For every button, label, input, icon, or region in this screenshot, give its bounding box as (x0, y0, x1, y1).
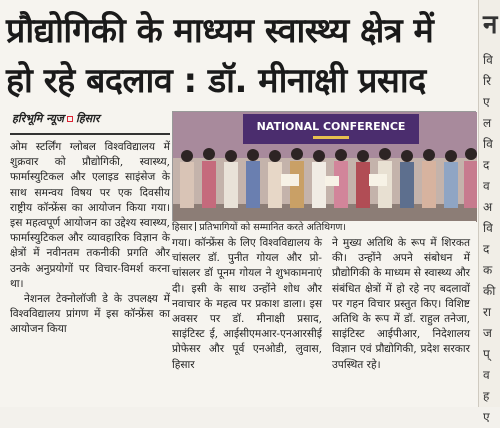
edge-line: व (483, 368, 490, 382)
article-paragraph: नेशनल टेक्नोलॉजी डे के उपलक्ष्य में विश्वविद्यालय प्रांगण में इस कॉन्फ्रेंस का आयोजन किया (10, 293, 170, 336)
edge-line: ह (483, 389, 490, 403)
edge-line: वि (483, 221, 493, 235)
edge-line: ज (483, 326, 492, 340)
edge-headline-glyph: न (483, 10, 498, 40)
photo-caption (172, 221, 476, 235)
article-paragraph: गया। कॉन्फ्रेंस के लिए विश्वविद्यालय के चांसलर डॉ. पुनीत गोयल और प्रो-चांसलर डॉ पूनम गोयल ने शुभकामनाएं दी। इसी के साथ उन्होंने शोध और नवाचार के महत्व पर प्रकाश डाला। इस अवसर पर डॉ. मीनाक्षी प्रसाद, साइंटिस्ट ई, आईसीएमआर-एनआरसीई प्रोफेसर और पूर्व एनओडी, लुवास, हिसार (172, 237, 322, 371)
article-column-3 (332, 236, 470, 373)
edge-line: वि (483, 137, 493, 151)
headline-line-1: प्रौद्योगिकी के माध्यम स्वास्थ्य क्षेत्र में (6, 11, 434, 51)
group-photo-illustration (173, 112, 477, 222)
article-paragraph: ने मुख्य अतिथि के रूप में शिरकत की। उन्होंने अपने संबोधन में प्रौद्योगिकी के माध्यम से स्वास्थ्य और संबंधित क्षेत्रों में हो रहे नए बदलावों पर गहन विचार प्रस्तुत किए। विशिष्ट अतिथि के रूप में डॉ. राहुल तनेजा, साइंटिस्ट आईपीआर, निदेशालय विज्ञान एवं प्रौद्योगिकी, प्रदेश सरकार उपस्थित रहे। (332, 237, 470, 371)
edge-line: ए (483, 95, 490, 109)
adjacent-article-edge (478, 0, 500, 424)
caption-place: हिसार (172, 222, 193, 233)
headline (6, 6, 476, 106)
edge-line: क (483, 263, 493, 277)
article-paragraph: ओम स्टर्लिंग ग्लोबल विश्वविद्यालय में शुक्रवार को प्रौद्योगिकी, स्वास्थ्य, फार्मास्युटिकल और एलाइड साइंसेज के साथ समन्वय विषय पर एक दिवसीय राष्ट्रीय कॉन्फ्रेंस का आयोजन किया गया। इस महत्वपूर्ण आयोजन का उद्देश्य स्वास्थ्य, फार्मास्युटिकल और व्यावहारिक विज्ञान के क्षेत्रों में नवीनतम तकनीकी प्रगति और उनके अनुप्रयोगों पर विचार-विमर्श करना था। (10, 141, 170, 290)
separator-icon (195, 222, 196, 231)
byline-divider (10, 133, 170, 135)
edge-line: रा (483, 305, 492, 319)
edge-line: ए (483, 410, 490, 424)
edge-line: की (483, 284, 496, 298)
edge-line: रि (483, 74, 492, 88)
edge-line: वि (483, 53, 493, 67)
byline (12, 111, 172, 131)
article-column-1 (10, 140, 170, 338)
event-photo (172, 111, 476, 221)
edge-line: अ (483, 200, 493, 214)
edge-line: प् (483, 347, 490, 361)
banner-text: NATIONAL CONFERENCE (256, 120, 406, 133)
separator-icon (67, 116, 73, 122)
byline-source: हरिभूमि न्यूज (12, 112, 64, 125)
byline-place: हिसार (75, 112, 100, 125)
caption-text: प्रतिभागियों को सम्मानित करते अतिथिगण। (199, 222, 346, 233)
edge-line: द (483, 242, 490, 256)
article-column-2 (172, 236, 322, 373)
edge-line: द (483, 158, 490, 172)
edge-line: ल (483, 116, 492, 130)
headline-line-2: हो रहे बदलाव : डॉ. मीनाक्षी प्रसाद (6, 61, 426, 101)
edge-line: व (483, 179, 490, 193)
